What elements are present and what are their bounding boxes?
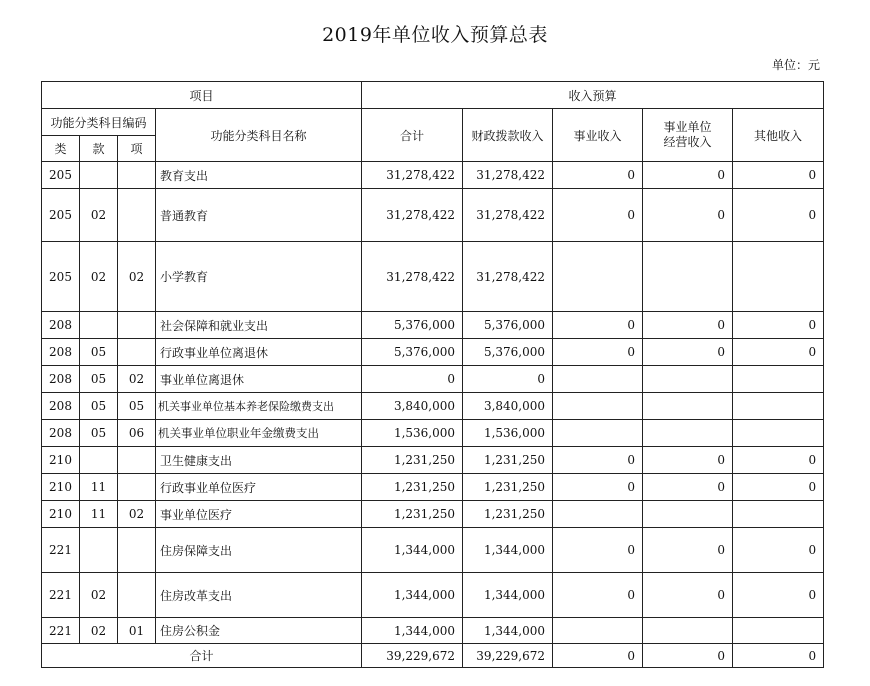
table-row [42,447,824,474]
cell-business [553,393,643,420]
cell-other: 0 [733,573,824,618]
cell-category: 210 [42,474,80,501]
cell-fiscal: 1,536,000 [463,420,553,447]
cell-other [733,366,824,393]
cell-category: 208 [42,393,80,420]
cell-operating [643,366,733,393]
cell-section [80,528,118,573]
cell-fiscal: 1,231,250 [463,474,553,501]
cell-fiscal: 1,344,000 [463,573,553,618]
cell-category: 221 [42,573,80,618]
cell-section [80,447,118,474]
cell-item [118,189,156,242]
cell-section: 11 [80,474,118,501]
cell-total: 1,231,250 [362,501,463,528]
cell-operating: 0 [643,189,733,242]
cell-business [553,618,643,644]
cell-business [553,366,643,393]
cell-section: 05 [80,366,118,393]
cell-other: 0 [733,339,824,366]
cell-category: 210 [42,501,80,528]
cell-other [733,420,824,447]
cell-item [118,573,156,618]
table-row [42,312,824,339]
header-business: 事业收入 [553,109,643,162]
unit-label: 单位：元 [771,58,820,72]
header-func-name: 功能分类科目名称 [156,109,362,162]
cell-total: 31,278,422 [362,162,463,189]
cell-total: 1,344,000 [362,573,463,618]
cell-operating: 0 [643,339,733,366]
cell-other: 0 [733,162,824,189]
table-row [42,393,824,420]
cell-name: 住房保障支出 [156,528,362,573]
cell-business: 0 [553,312,643,339]
header-section: 款 [80,136,118,162]
cell-name: 机关事业单位基本养老保险缴费支出 [156,393,362,420]
cell-name: 事业单位医疗 [156,501,362,528]
header-total: 合计 [362,109,463,162]
table-row [42,573,824,618]
cell-name: 机关事业单位职业年金缴费支出 [156,420,362,447]
cell-other: 0 [733,312,824,339]
cell-operating [643,618,733,644]
cell-operating: 0 [643,573,733,618]
cell-item: 02 [118,366,156,393]
cell-category: 205 [42,189,80,242]
cell-operating: 0 [643,447,733,474]
cell-item [118,312,156,339]
table-row [42,528,824,573]
cell-operating: 0 [643,528,733,573]
cell-category: 221 [42,528,80,573]
cell-total: 1,231,250 [362,447,463,474]
cell-item [118,162,156,189]
cell-section: 05 [80,420,118,447]
cell-total: 0 [362,366,463,393]
cell-item: 01 [118,618,156,644]
header-operating-line1: 事业单位 [663,120,712,134]
cell-business: 0 [553,474,643,501]
header-other: 其他收入 [733,109,824,162]
cell-fiscal: 5,376,000 [463,312,553,339]
cell-section [80,312,118,339]
cell-business [553,420,643,447]
cell-total: 1,536,000 [362,420,463,447]
cell-category: 210 [42,447,80,474]
cell-section: 02 [80,189,118,242]
cell-category: 208 [42,366,80,393]
cell-category: 221 [42,618,80,644]
cell-category: 205 [42,242,80,312]
cell-operating: 0 [643,474,733,501]
cell-section: 11 [80,501,118,528]
cell-fiscal: 5,376,000 [463,339,553,366]
header-item: 项 [118,136,156,162]
cell-business: 0 [553,528,643,573]
cell-category: 205 [42,162,80,189]
header-category: 类 [42,136,80,162]
cell-other: 0 [733,528,824,573]
cell-total: 5,376,000 [362,339,463,366]
cell-name: 行政事业单位离退休 [156,339,362,366]
cell-section: 05 [80,339,118,366]
cell-fiscal: 31,278,422 [463,189,553,242]
cell-operating: 0 [643,312,733,339]
cell-fiscal: 1,231,250 [463,501,553,528]
cell-total: 1,344,000 [362,528,463,573]
cell-name: 普通教育 [156,189,362,242]
cell-name: 社会保障和就业支出 [156,312,362,339]
header-operating-line2: 经营收入 [663,135,712,149]
cell-business: 0 [553,339,643,366]
cell-business: 0 [553,189,643,242]
cell-item [118,447,156,474]
cell-fiscal: 31,278,422 [463,162,553,189]
cell-other: 0 [733,474,824,501]
cell-operating: 0 [643,162,733,189]
cell-section [80,162,118,189]
cell-business: 0 [553,573,643,618]
page-title: 2019年单位收入预算总表 [322,24,548,46]
cell-business [553,242,643,312]
table-row [42,366,824,393]
cell-category: 208 [42,312,80,339]
table-row [42,242,824,312]
cell-section: 05 [80,393,118,420]
table-row [42,339,824,366]
cell-total: 5,376,000 [362,312,463,339]
header-project: 项目 [42,82,362,109]
cell-fiscal: 1,231,250 [463,447,553,474]
cell-business: 0 [553,447,643,474]
summary-fiscal: 39,229,672 [463,644,553,668]
cell-fiscal: 0 [463,366,553,393]
cell-item: 05 [118,393,156,420]
cell-name: 教育支出 [156,162,362,189]
summary-other: 0 [733,644,824,668]
cell-item [118,339,156,366]
table-row [42,189,824,242]
cell-other [733,618,824,644]
header-income-budget: 收入预算 [362,82,824,109]
cell-total: 3,840,000 [362,393,463,420]
cell-name: 行政事业单位医疗 [156,474,362,501]
cell-total: 1,231,250 [362,474,463,501]
cell-name: 住房公积金 [156,618,362,644]
header-operating [643,109,733,162]
cell-fiscal: 3,840,000 [463,393,553,420]
cell-section: 02 [80,242,118,312]
cell-section: 02 [80,573,118,618]
cell-operating [643,501,733,528]
cell-operating [643,420,733,447]
cell-operating [643,242,733,312]
header-row-2 [42,109,824,136]
cell-item: 06 [118,420,156,447]
cell-other: 0 [733,189,824,242]
summary-row [42,644,824,668]
table-row [42,162,824,189]
summary-label: 合计 [42,644,362,668]
income-budget-table [41,81,824,668]
cell-fiscal: 1,344,000 [463,528,553,573]
cell-fiscal: 1,344,000 [463,618,553,644]
table-row [42,618,824,644]
cell-name: 卫生健康支出 [156,447,362,474]
cell-category: 208 [42,339,80,366]
table-row [42,474,824,501]
cell-operating [643,393,733,420]
cell-other: 0 [733,447,824,474]
cell-item: 02 [118,242,156,312]
cell-item: 02 [118,501,156,528]
cell-name: 住房改革支出 [156,573,362,618]
summary-business: 0 [553,644,643,668]
cell-item [118,528,156,573]
summary-operating: 0 [643,644,733,668]
header-func-code: 功能分类科目编码 [42,109,156,136]
header-row-1 [42,82,824,109]
cell-other [733,242,824,312]
cell-section: 02 [80,618,118,644]
cell-fiscal: 31,278,422 [463,242,553,312]
cell-total: 31,278,422 [362,189,463,242]
cell-other [733,501,824,528]
cell-name: 事业单位离退休 [156,366,362,393]
cell-business: 0 [553,162,643,189]
cell-total: 31,278,422 [362,242,463,312]
cell-item [118,474,156,501]
summary-total: 39,229,672 [362,644,463,668]
cell-other [733,393,824,420]
header-fiscal: 财政拨款收入 [463,109,553,162]
cell-name: 小学教育 [156,242,362,312]
cell-category: 208 [42,420,80,447]
cell-business [553,501,643,528]
table-row [42,501,824,528]
table-row [42,420,824,447]
cell-total: 1,344,000 [362,618,463,644]
